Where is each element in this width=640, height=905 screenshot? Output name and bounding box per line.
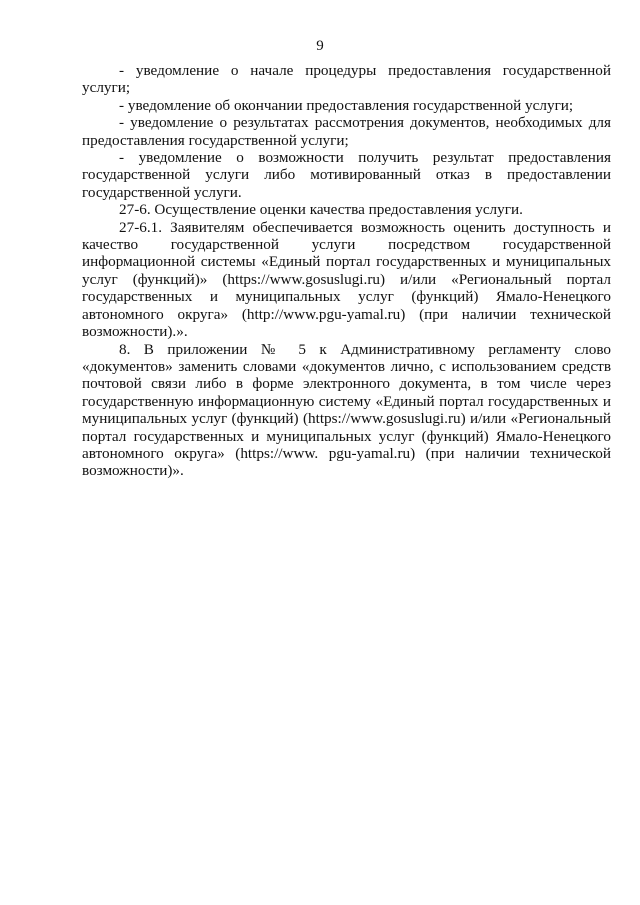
section-27-6-heading: 27-6. Осуществление оценки качества предоставления услуги. — [119, 201, 523, 219]
page-number: 9 — [316, 38, 324, 54]
notification-item-review-results: - уведомление о результатах рассмотрения документов, необходимых для предоставления государственной услуги; — [82, 114, 611, 149]
item-8-paragraph: 8. В приложении № 5 к Административному регламенту слово «документов» заменить словами «документов лично, с использованием средств почтовой связи либо в форме электронного документа, в том числе через государственную информационную систему «Единый портал государственных и муниципальных услуг (функций) (https://www.gosuslugi.ru) и/или «Региональный портал государственных и муниципальных услуг (функций) Ямало-Ненецкого автономного округа» (https://www. pgu-yamal.ru) (при наличии технической возможности)». — [82, 340, 611, 480]
section-27-6-1-paragraph: 27-6.1. Заявителям обеспечивается возможность оценить доступность и качество государственной услуги посредством государственной информационной системы «Единый портал государственных и муниципальных услуг (функций)» (https://www.gosuslugi.ru) и/или «Региональный портал государственных и муниципальных услуг (функций) Ямало-Ненецкого автономного округа» (http://www.pgu-yamal.ru) (при наличии технической возможности).». — [82, 218, 611, 341]
document-body — [82, 62, 611, 480]
notification-item-end: - уведомление об окончании предоставления государственной услуги; — [119, 96, 574, 114]
notification-item-start: - уведомление о начале процедуры предоставления государственной услуги; — [82, 62, 611, 97]
notification-item-result-or-refusal: - уведомление о возможности получить результат предоставления государственной услуги либо мотивированный отказ в предоставлении государственной услуги. — [82, 149, 611, 201]
